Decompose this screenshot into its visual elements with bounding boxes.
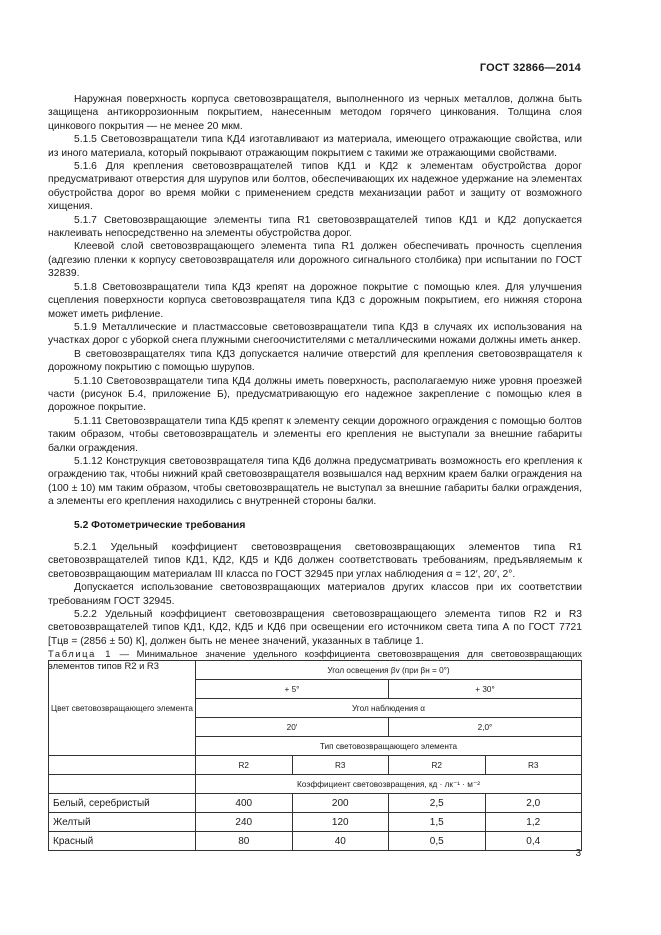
paragraph: В световозвращателях типа КД3 допускается наличие отверстий для крепления световозвращателя к дорожному покрытию с помощью шурупов. [48,348,582,374]
element-type: R2 [389,756,486,775]
section-title: 5.2 Фотометрические требования [74,519,246,531]
observation-angle-value: 20′ [196,718,389,737]
document-body [48,93,582,672]
paragraph: Допускается использование световозвращающих материалов других классов при их соответствии требованиям ГОСТ 32945. [48,582,582,607]
paragraph: 5.1.8 Световозвращатели типа КД3 крепят на дорожное покрытие с помощью клея. Для улучшения сцепления поверхности корпуса световозвращателя типа КД3 с дорожным покрытием, его нижняя сторона может иметь рифление. [48,281,582,320]
standard-header: ГОСТ 32866—2014 [479,62,581,74]
paragraph: 5.1.5 Световозвращатели типа КД4 изготавливают из материала, имеющего отражающие свойства, или из иного материала, который покрывают отражающим покрытием с такими же отражающими свойствами. [48,134,582,159]
illumination-angle-header: Угол освещения βv (при βн = 0°) [196,661,582,680]
cell-value: 0,4 [485,832,582,851]
element-type: R3 [485,756,582,775]
paragraph: 5.1.9 Металлические и пластмассовые световозвращатели типа КД3 в случаях их использования на участках дорог с уборкой снега плужными снегоочистителями с металлическими ножами должны иметь анкер. [48,321,582,347]
cell-value: 400 [196,794,293,813]
cell-value: 2,0 [485,794,582,813]
observation-angle-header: Угол наблюдения α [196,699,582,718]
cell-value: 1,5 [389,813,486,832]
paragraph: 5.1.10 Световозвращатели типа КД4 должны иметь поверхность, располагаемую ниже уровня проезжей части (рисунок Б.4, приложение Б), предусматривающую его надежное закрепление с помощью клея в дорожное покрытие. [48,375,582,414]
table-caption-label: Таблица 1 [48,648,113,660]
empty-cell [49,756,196,775]
row-color: Красный [49,832,196,851]
element-type-header: Тип световозвращающего элемента [196,737,582,756]
table-row [49,813,582,832]
paragraph: Наружная поверхность корпуса световозвращателя, выполненного из черных металлов, должна быть защищена антикоррозионным покрытием, нанесенным методом горячего цинкования. Толщина слоя цинкового покрытия — не менее 20 мкм. [48,94,582,132]
paragraph: 5.2.2 Удельный коэффициент световозвращения световозвращающего элемента типов R2 и R3 световозвращателей типов КД1, КД2, КД5 и КД6 при освещении его источником света типа А по ГОСТ 7721 [Tцв = (2856 ± 50) К], должен быть не менее значений, указанных в таблице 1. [48,609,582,647]
table-caption-text: — Минимальное значение удельного коэффициента световозвращения для световозвращающих элементов типов R2 и R3 [48,648,582,672]
element-type: R2 [196,756,293,775]
observation-angle-value: 2,0° [389,718,582,737]
paragraph: 5.1.11 Световозвращатели типа КД5 крепят к элементу секции дорожного ограждения с помощью болтов таким образом, чтобы световозвращатель и элементы его крепления не выступали за внешние габариты балки ограждения. [48,415,582,454]
coefficient-header: Коэффициент световозвращения, кд · лк⁻¹ · м⁻² [196,775,582,794]
paragraph: 5.1.7 Световозвращающие элементы типа R1 световозвращателей типов КД1 и КД2 допускается наклеивать непосредственно на элементы обустройства дорог. [48,214,582,240]
cell-value: 240 [196,813,293,832]
table-row [49,832,582,851]
paragraph: 5.1.6 Для крепления световозвращателей типов КД1 и КД2 к элементам обустройства дорог предусматривают отверстия для шурупов или болтов, обеспечивающих их надежное удержание на элементах обустройства дорог во время мойки с применением средств механизации работ и защиту от возможного хищения. [48,161,582,213]
paragraph: 5.2.1 Удельный коэффициент световозвращения световозвращающих элементов типа R1 световозвращателей типов КД1, КД2, КД5 и КД6 должен соответствовать требованиям, предъявляемым к световозвращающим материалам III класса по ГОСТ 32945 при углах наблюдения α = 12′, 20′, 2°. [48,542,582,580]
cell-value: 0,5 [389,832,486,851]
element-type: R3 [292,756,389,775]
cell-value: 200 [292,794,389,813]
paragraph: Клеевой слой световозвращающего элемента типа R1 должен обеспечивать прочность сцепления (адгезию пленки к корпусу световозвращателя или дорожного сигнального столбика) при испытании по ГОСТ 32839. [48,241,582,280]
cell-value: 80 [196,832,293,851]
row-color: Желтый [49,813,196,832]
illumination-angle-value: + 30° [389,680,582,699]
color-header: Цвет световозвращающего элемента [49,661,196,756]
cell-value: 2,5 [389,794,486,813]
empty-cell [49,775,196,794]
cell-value: 40 [292,832,389,851]
cell-value: 1,2 [485,813,582,832]
table-row [49,794,582,813]
table-1 [48,660,582,851]
row-color: Белый, серебристый [49,794,196,813]
paragraph: 5.1.12 Конструкция световозвращателя типа КД6 должна предусматривать возможность его крепления к ограждению так, чтобы нижний край световозвращателя возвышался над верхним краем балки ограждения на (100 ± 10) мм таким образом, чтобы световозвращатель не выступал за внешние габариты балки ограждения, а элементы его крепления находились с внутренней стороны балки. [48,455,582,508]
cell-value: 120 [292,813,389,832]
illumination-angle-value: + 5° [196,680,389,699]
page-number: 3 [575,848,581,859]
